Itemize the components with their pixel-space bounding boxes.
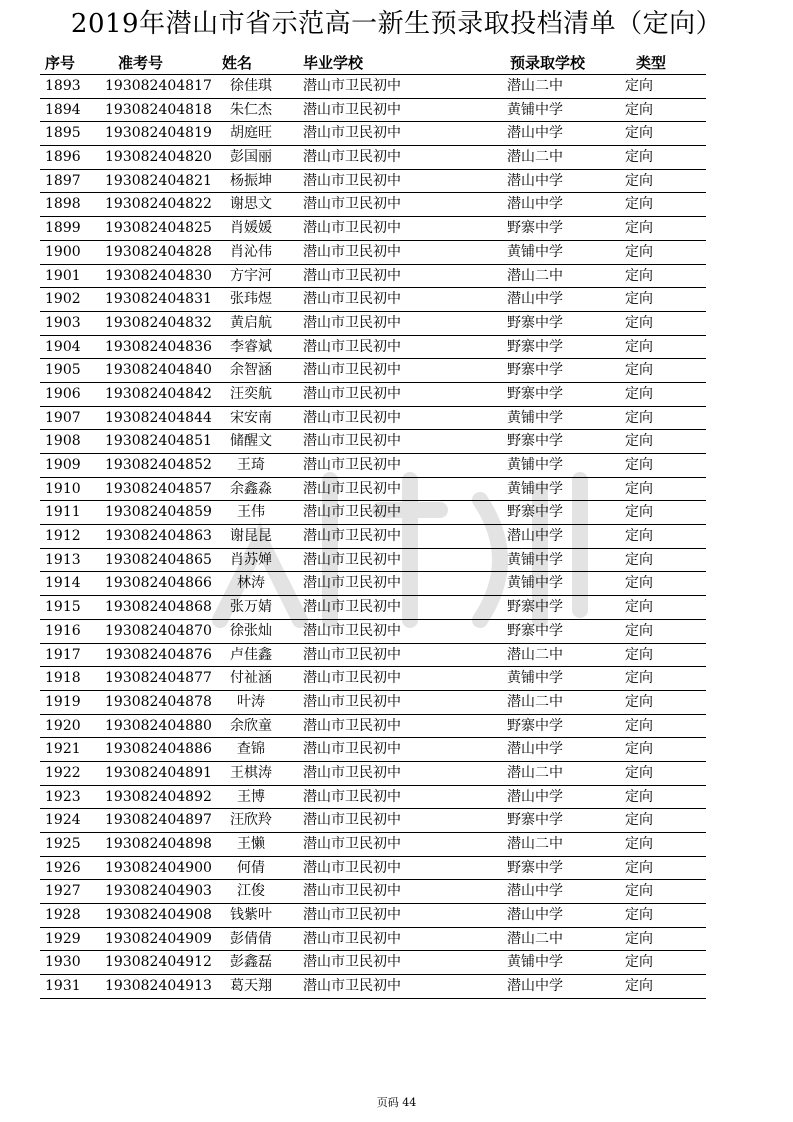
table-row — [40, 525, 706, 549]
table-row — [40, 975, 706, 999]
type-cell: 定向 — [625, 717, 653, 734]
type-cell: 定向 — [625, 788, 653, 805]
seq-cell: 1914 — [45, 575, 81, 592]
admit-school-cell: 潜山中学 — [507, 125, 563, 142]
exam-no-cell: 193082404828 — [105, 243, 212, 260]
table-row — [40, 407, 706, 431]
admit-school-cell: 潜山二中 — [507, 646, 563, 663]
name-cell: 储醒文 — [230, 433, 272, 450]
grad-school-cell: 潜山市卫民初中 — [303, 78, 401, 94]
name-cell: 肖苏婵 — [230, 551, 272, 568]
admit-school-cell: 黄铺中学 — [507, 575, 563, 592]
exam-no-cell: 193082404825 — [105, 220, 212, 237]
grad-school-cell: 潜山市卫民初中 — [303, 883, 401, 900]
exam-no-cell: 193082404865 — [105, 551, 212, 568]
header-type: 类型 — [636, 54, 667, 72]
admit-school-cell: 黄铺中学 — [507, 409, 563, 426]
exam-no-cell: 193082404852 — [105, 457, 212, 473]
name-cell: 余智涵 — [230, 362, 272, 379]
grad-school-cell: 潜山市卫民初中 — [303, 788, 401, 805]
table-row — [40, 241, 706, 265]
grad-school-cell: 潜山市卫民初中 — [303, 125, 401, 142]
table-row — [40, 880, 706, 904]
admit-school-cell: 黄铺中学 — [507, 551, 563, 568]
type-cell: 定向 — [625, 125, 653, 142]
name-cell: 付祉涵 — [230, 670, 272, 687]
admit-school-cell: 潜山二中 — [507, 836, 563, 852]
type-cell: 定向 — [625, 409, 653, 426]
name-cell: 黄启航 — [230, 314, 272, 331]
seq-cell: 1915 — [45, 599, 81, 616]
seq-cell: 1905 — [45, 362, 81, 379]
name-cell: 查锦 — [237, 741, 265, 758]
grad-school-cell: 潜山市卫民初中 — [303, 291, 401, 308]
admit-school-cell: 野寨中学 — [507, 599, 563, 616]
type-cell: 定向 — [625, 812, 653, 829]
seq-cell: 1901 — [45, 267, 81, 284]
exam-no-cell: 193082404876 — [105, 646, 212, 663]
admit-school-cell: 黄铺中学 — [507, 480, 563, 497]
seq-cell: 1913 — [45, 551, 81, 568]
table-row — [40, 833, 706, 857]
exam-no-cell: 193082404870 — [105, 622, 212, 639]
exam-no-cell: 193082404817 — [105, 78, 212, 94]
grad-school-cell: 潜山市卫民初中 — [303, 646, 401, 663]
table-row — [40, 478, 706, 502]
admit-school-cell: 黄铺中学 — [507, 954, 563, 971]
table-row — [40, 809, 706, 833]
seq-cell: 1897 — [45, 172, 81, 189]
grad-school-cell: 潜山市卫民初中 — [303, 528, 401, 545]
type-cell: 定向 — [625, 338, 653, 355]
type-cell: 定向 — [625, 433, 653, 450]
table-row — [40, 383, 706, 407]
table-row — [40, 170, 706, 194]
grad-school-cell: 潜山市卫民初中 — [303, 504, 401, 521]
admit-school-cell: 潜山二中 — [507, 78, 563, 94]
seq-cell: 1912 — [45, 528, 81, 545]
grad-school-cell: 潜山市卫民初中 — [303, 575, 401, 592]
exam-no-cell: 193082404877 — [105, 670, 212, 687]
type-cell: 定向 — [625, 693, 653, 710]
type-cell: 定向 — [625, 551, 653, 568]
page-number: 页码 44 — [376, 1096, 417, 1109]
grad-school-cell: 潜山市卫民初中 — [303, 385, 401, 402]
table-row — [40, 857, 706, 881]
exam-no-cell: 193082404892 — [105, 788, 212, 805]
grad-school-cell: 潜山市卫民初中 — [303, 220, 401, 237]
grad-school-cell: 潜山市卫民初中 — [303, 670, 401, 687]
name-cell: 朱仁杰 — [230, 101, 272, 118]
admit-school-cell: 潜山中学 — [507, 528, 563, 545]
table-row — [40, 620, 706, 644]
name-cell: 何倩 — [237, 859, 265, 876]
seq-cell: 1902 — [45, 291, 81, 308]
seq-cell: 1893 — [45, 78, 81, 94]
grad-school-cell: 潜山市卫民初中 — [303, 693, 401, 710]
seq-cell: 1900 — [45, 243, 81, 260]
exam-no-cell: 193082404821 — [105, 172, 212, 189]
type-cell: 定向 — [625, 385, 653, 402]
seq-cell: 1929 — [45, 930, 81, 947]
name-cell: 王琦 — [237, 457, 265, 473]
grad-school-cell: 潜山市卫民初中 — [303, 409, 401, 426]
exam-no-cell: 193082404842 — [105, 385, 212, 402]
grad-school-cell: 潜山市卫民初中 — [303, 480, 401, 497]
exam-no-cell: 193082404886 — [105, 741, 212, 758]
seq-cell: 1908 — [45, 433, 81, 450]
table-row — [40, 951, 706, 975]
name-cell: 余欣童 — [230, 717, 272, 734]
exam-no-cell: 193082404831 — [105, 291, 212, 308]
name-cell: 江俊 — [237, 883, 265, 900]
seq-cell: 1925 — [45, 836, 81, 852]
name-cell: 汪欣羚 — [230, 812, 272, 829]
type-cell: 定向 — [625, 172, 653, 189]
admit-school-cell: 潜山中学 — [507, 196, 563, 213]
table-body — [40, 75, 706, 999]
name-cell: 谢昆昆 — [230, 528, 272, 545]
admit-school-cell: 潜山中学 — [507, 907, 563, 924]
admit-school-cell: 潜山中学 — [507, 741, 563, 758]
name-cell: 葛天翔 — [230, 978, 272, 995]
name-cell: 宋安南 — [230, 409, 272, 426]
seq-cell: 1931 — [45, 978, 81, 995]
admit-school-cell: 黄铺中学 — [507, 101, 563, 118]
admit-school-cell: 野寨中学 — [507, 433, 563, 450]
grad-school-cell: 潜山市卫民初中 — [303, 717, 401, 734]
type-cell: 定向 — [625, 741, 653, 758]
table-row — [40, 336, 706, 360]
type-cell: 定向 — [625, 646, 653, 663]
table-row — [40, 762, 706, 786]
admit-school-cell: 潜山中学 — [507, 172, 563, 189]
admit-school-cell: 野寨中学 — [507, 338, 563, 355]
seq-cell: 1926 — [45, 859, 81, 876]
table-row — [40, 904, 706, 928]
seq-cell: 1921 — [45, 741, 81, 758]
exam-no-cell: 193082404866 — [105, 575, 212, 592]
type-cell: 定向 — [625, 196, 653, 213]
table-row — [40, 359, 706, 383]
admit-school-cell: 黄铺中学 — [507, 670, 563, 687]
grad-school-cell: 潜山市卫民初中 — [303, 764, 401, 781]
type-cell: 定向 — [625, 149, 653, 166]
exam-no-cell: 193082404909 — [105, 930, 212, 947]
table-row — [40, 667, 706, 691]
name-cell: 彭国丽 — [230, 149, 272, 166]
grad-school-cell: 潜山市卫民初中 — [303, 907, 401, 924]
seq-cell: 1917 — [45, 646, 81, 663]
exam-no-cell: 193082404818 — [105, 101, 212, 118]
grad-school-cell: 潜山市卫民初中 — [303, 433, 401, 450]
type-cell: 定向 — [625, 314, 653, 331]
table-row — [40, 928, 706, 952]
admit-school-cell: 潜山二中 — [507, 764, 563, 781]
header-exam-no: 准考号 — [118, 54, 164, 72]
table-row — [40, 99, 706, 123]
admit-school-cell: 野寨中学 — [507, 385, 563, 402]
seq-cell: 1916 — [45, 622, 81, 639]
exam-no-cell: 193082404836 — [105, 338, 212, 355]
seq-cell: 1909 — [45, 457, 81, 473]
exam-no-cell: 193082404912 — [105, 954, 212, 971]
grad-school-cell: 潜山市卫民初中 — [303, 978, 401, 995]
type-cell: 定向 — [625, 622, 653, 639]
admit-school-cell: 野寨中学 — [507, 717, 563, 734]
header-admit-school: 预录取学校 — [510, 54, 586, 72]
exam-no-cell: 193082404900 — [105, 859, 212, 876]
seq-cell: 1895 — [45, 125, 81, 142]
type-cell: 定向 — [625, 243, 653, 260]
table-row — [40, 75, 706, 99]
table-row — [40, 596, 706, 620]
admit-school-cell: 黄铺中学 — [507, 243, 563, 260]
exam-no-cell: 193082404891 — [105, 764, 212, 781]
exam-no-cell: 193082404863 — [105, 528, 212, 545]
name-cell: 张万婧 — [230, 599, 272, 616]
admit-school-cell: 潜山二中 — [507, 693, 563, 710]
type-cell: 定向 — [625, 859, 653, 876]
name-cell: 王博 — [237, 788, 265, 805]
seq-cell: 1920 — [45, 717, 81, 734]
grad-school-cell: 潜山市卫民初中 — [303, 149, 401, 166]
type-cell: 定向 — [625, 764, 653, 781]
name-cell: 彭倩倩 — [230, 930, 272, 947]
type-cell: 定向 — [625, 883, 653, 900]
type-cell: 定向 — [625, 480, 653, 497]
grad-school-cell: 潜山市卫民初中 — [303, 859, 401, 876]
exam-no-cell: 193082404897 — [105, 812, 212, 829]
grad-school-cell: 潜山市卫民初中 — [303, 457, 401, 473]
name-cell: 李睿斌 — [230, 338, 272, 355]
grad-school-cell: 潜山市卫民初中 — [303, 551, 401, 568]
exam-no-cell: 193082404878 — [105, 693, 212, 710]
name-cell: 徐佳琪 — [230, 78, 272, 94]
seq-cell: 1906 — [45, 385, 81, 402]
exam-no-cell: 193082404819 — [105, 125, 212, 142]
name-cell: 张玮煜 — [230, 291, 272, 308]
grad-school-cell: 潜山市卫民初中 — [303, 812, 401, 829]
name-cell: 钱紫叶 — [230, 907, 272, 924]
type-cell: 定向 — [625, 599, 653, 616]
exam-no-cell: 193082404908 — [105, 907, 212, 924]
exam-no-cell: 193082404851 — [105, 433, 212, 450]
table-row — [40, 122, 706, 146]
name-cell: 方宇河 — [230, 267, 272, 284]
exam-no-cell: 193082404880 — [105, 717, 212, 734]
admit-school-cell: 野寨中学 — [507, 504, 563, 521]
admit-school-cell: 潜山中学 — [507, 883, 563, 900]
type-cell: 定向 — [625, 670, 653, 687]
type-cell: 定向 — [625, 575, 653, 592]
admit-school-cell: 潜山二中 — [507, 267, 563, 284]
admit-school-cell: 野寨中学 — [507, 622, 563, 639]
name-cell: 林涛 — [237, 575, 265, 592]
exam-no-cell: 193082404857 — [105, 480, 212, 497]
admit-school-cell: 潜山中学 — [507, 978, 563, 995]
name-cell: 胡庭旺 — [230, 125, 272, 142]
admit-school-cell: 潜山二中 — [507, 149, 563, 166]
seq-cell: 1904 — [45, 338, 81, 355]
admit-school-cell: 野寨中学 — [507, 812, 563, 829]
table-row — [40, 146, 706, 170]
type-cell: 定向 — [625, 907, 653, 924]
table-row — [40, 288, 706, 312]
grad-school-cell: 潜山市卫民初中 — [303, 101, 401, 118]
seq-cell: 1918 — [45, 670, 81, 687]
table-row — [40, 430, 706, 454]
seq-cell: 1903 — [45, 314, 81, 331]
grad-school-cell: 潜山市卫民初中 — [303, 172, 401, 189]
admit-school-cell: 野寨中学 — [507, 859, 563, 876]
grad-school-cell: 潜山市卫民初中 — [303, 741, 401, 758]
type-cell: 定向 — [625, 291, 653, 308]
type-cell: 定向 — [625, 362, 653, 379]
grad-school-cell: 潜山市卫民初中 — [303, 314, 401, 331]
grad-school-cell: 潜山市卫民初中 — [303, 196, 401, 213]
name-cell: 徐张灿 — [230, 622, 272, 639]
seq-cell: 1919 — [45, 693, 81, 710]
table-row — [40, 572, 706, 596]
table-row — [40, 501, 706, 525]
grad-school-cell: 潜山市卫民初中 — [303, 362, 401, 379]
grad-school-cell: 潜山市卫民初中 — [303, 267, 401, 284]
seq-cell: 1907 — [45, 409, 81, 426]
table-row — [40, 193, 706, 217]
seq-cell: 1899 — [45, 220, 81, 237]
admit-school-cell: 潜山中学 — [507, 291, 563, 308]
admit-school-cell: 野寨中学 — [507, 220, 563, 237]
grad-school-cell: 潜山市卫民初中 — [303, 599, 401, 616]
grad-school-cell: 潜山市卫民初中 — [303, 930, 401, 947]
type-cell: 定向 — [625, 220, 653, 237]
grad-school-cell: 潜山市卫民初中 — [303, 243, 401, 260]
header-name: 姓名 — [222, 54, 253, 72]
exam-no-cell: 193082404830 — [105, 267, 212, 284]
admit-school-cell: 潜山中学 — [507, 788, 563, 805]
type-cell: 定向 — [625, 267, 653, 284]
seq-cell: 1928 — [45, 907, 81, 924]
seq-cell: 1930 — [45, 954, 81, 971]
name-cell: 彭鑫磊 — [230, 954, 272, 971]
name-cell: 杨振坤 — [230, 172, 272, 189]
exam-no-cell: 193082404898 — [105, 836, 212, 852]
table-row — [40, 691, 706, 715]
seq-cell: 1923 — [45, 788, 81, 805]
type-cell: 定向 — [625, 101, 653, 118]
admit-school-cell: 野寨中学 — [507, 362, 563, 379]
name-cell: 王伟 — [237, 504, 265, 521]
admit-school-cell: 潜山二中 — [507, 930, 563, 947]
grad-school-cell: 潜山市卫民初中 — [303, 836, 401, 852]
admit-school-cell: 黄铺中学 — [507, 457, 563, 473]
seq-cell: 1898 — [45, 196, 81, 213]
name-cell: 王棋涛 — [230, 764, 272, 781]
exam-no-cell: 193082404903 — [105, 883, 212, 900]
grad-school-cell: 潜山市卫民初中 — [303, 954, 401, 971]
exam-no-cell: 193082404844 — [105, 409, 212, 426]
admission-table — [40, 52, 706, 999]
seq-cell: 1927 — [45, 883, 81, 900]
header-grad-school: 毕业学校 — [303, 54, 364, 72]
type-cell: 定向 — [625, 504, 653, 521]
name-cell: 王懒 — [237, 836, 265, 852]
type-cell: 定向 — [625, 930, 653, 947]
seq-cell: 1922 — [45, 764, 81, 781]
exam-no-cell: 193082404822 — [105, 196, 212, 213]
table-row — [40, 738, 706, 762]
name-cell: 汪奕航 — [230, 385, 272, 402]
exam-no-cell: 193082404913 — [105, 978, 212, 995]
exam-no-cell: 193082404820 — [105, 149, 212, 166]
exam-no-cell: 193082404832 — [105, 314, 212, 331]
exam-no-cell: 193082404859 — [105, 504, 212, 521]
type-cell: 定向 — [625, 836, 653, 852]
grad-school-cell: 潜山市卫民初中 — [303, 338, 401, 355]
name-cell: 肖媛媛 — [230, 220, 272, 237]
exam-no-cell: 193082404840 — [105, 362, 212, 379]
name-cell: 卢佳鑫 — [230, 646, 272, 663]
type-cell: 定向 — [625, 978, 653, 995]
table-row — [40, 786, 706, 810]
document-title: 2019年潜山市省示范高一新生预录取投档清单（定向） — [70, 9, 723, 39]
grad-school-cell: 潜山市卫民初中 — [303, 622, 401, 639]
name-cell: 谢思文 — [230, 196, 272, 213]
name-cell: 肖沁伟 — [230, 243, 272, 260]
table-header — [40, 52, 706, 75]
type-cell: 定向 — [625, 78, 653, 94]
table-row — [40, 265, 706, 289]
type-cell: 定向 — [625, 457, 653, 473]
seq-cell: 1911 — [45, 504, 81, 521]
name-cell: 余鑫淼 — [230, 480, 272, 497]
table-row — [40, 644, 706, 668]
type-cell: 定向 — [625, 954, 653, 971]
table-row — [40, 454, 706, 478]
table-row — [40, 549, 706, 573]
seq-cell: 1910 — [45, 480, 81, 497]
seq-cell: 1924 — [45, 812, 81, 829]
table-row — [40, 312, 706, 336]
admit-school-cell: 野寨中学 — [507, 314, 563, 331]
table-row — [40, 715, 706, 739]
seq-cell: 1896 — [45, 149, 81, 166]
table-row — [40, 217, 706, 241]
exam-no-cell: 193082404868 — [105, 599, 212, 616]
seq-cell: 1894 — [45, 101, 81, 118]
name-cell: 叶涛 — [237, 693, 265, 710]
type-cell: 定向 — [625, 528, 653, 545]
header-seq: 序号 — [45, 54, 76, 72]
